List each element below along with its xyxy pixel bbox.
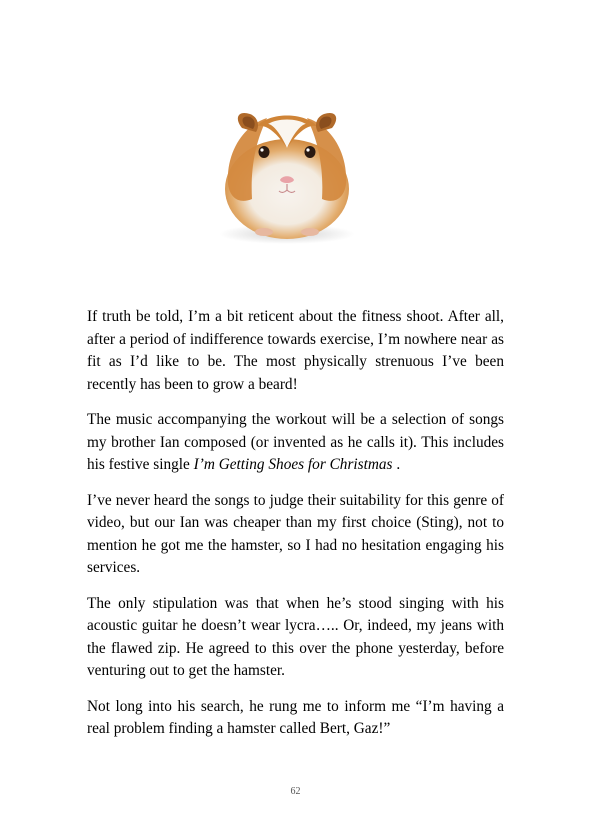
paragraph: Not long into his search, he rung me to inform me “I’m having a real problem finding a hamster called Bert, Gaz!” <box>87 697 504 737</box>
paragraph: The only stipulation was that when he’s stood singing with his acoustic guitar he doesn’t wear lycra….. Or, indeed, my jeans with the flawed zip. He agreed to this over the phone yesterday, before venturing out to get the hamster. <box>87 594 504 679</box>
guinea-pig-icon <box>212 104 362 246</box>
song-title: I’m Getting Shoes for Christmas <box>193 456 393 473</box>
paragraph: I’ve never heard the songs to judge their suitability for this genre of video, but our Ian was cheaper than my first choice (Sting), not to mention he got me the hamster, so I had no hesitation engaging his services. <box>87 491 504 576</box>
paragraph: If truth be told, I’m a bit reticent about the fitness shoot. After all, after a period of indifference towards exercise, I’m nowhere near as fit as I’d like to be. The most physically strenuous I’ve been recently has been to grow a beard! <box>87 308 504 393</box>
page-number: 62 <box>290 786 301 797</box>
paragraph <box>87 409 504 477</box>
paragraph-text: The music accompanying the workout will be a selection of songs my brother Ian composed (or invented as he calls it). This includes his festive single <box>87 411 504 473</box>
body-text <box>87 306 504 754</box>
paragraph-text: . <box>392 456 401 473</box>
